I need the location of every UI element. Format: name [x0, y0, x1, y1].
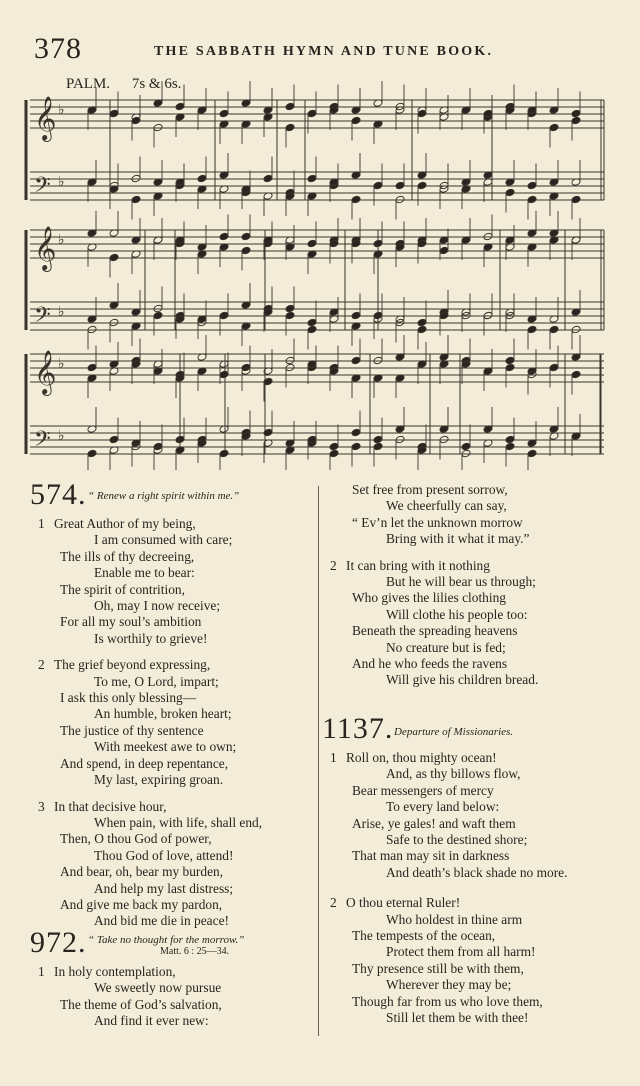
verse-line — [60, 631, 315, 647]
note-head — [329, 449, 339, 458]
hymn-title: Departure of Missionaries. — [394, 726, 514, 738]
verse-text: And bid me die in peace! — [94, 913, 229, 929]
note-head — [395, 195, 405, 204]
verse-line — [60, 739, 315, 755]
verse-text: Arise, ye gales! and waft them — [352, 815, 516, 831]
verse-line — [38, 798, 315, 815]
bass-clef-icon: 𝄢 — [34, 303, 51, 333]
note-head — [87, 449, 97, 458]
verse-line — [330, 557, 622, 574]
verse-line — [38, 657, 315, 673]
note-head — [241, 246, 251, 255]
verse-line — [60, 532, 315, 548]
verse-text: And death’s black shade no more. — [386, 864, 568, 880]
verse-line — [352, 928, 622, 944]
stanza-number: 2 — [38, 657, 45, 673]
verse-line — [60, 881, 315, 897]
verse-text: Enable me to bear: — [94, 565, 195, 581]
note-head — [395, 435, 405, 444]
note-head — [527, 181, 537, 190]
note-head — [395, 181, 405, 190]
note-head — [571, 325, 581, 334]
verse-line — [60, 831, 315, 847]
verse-line — [352, 977, 622, 993]
verse-line — [60, 913, 315, 929]
hymn-text — [30, 964, 315, 1030]
note-head — [571, 109, 581, 118]
verse-line — [60, 582, 315, 598]
flat-sign-icon: ♭ — [58, 102, 65, 118]
verse-text: Wherever they may be; — [386, 977, 512, 993]
note-head — [527, 449, 537, 458]
stanza — [38, 964, 315, 1030]
verse-text: And he who feeds the ravens — [352, 656, 508, 672]
verse-text: To every land below: — [386, 799, 500, 815]
verse-text: Roll on, thou mighty ocean! — [346, 750, 497, 765]
verse-line — [352, 640, 622, 656]
hymn-number: 972. — [30, 926, 87, 959]
note-head — [307, 109, 317, 118]
verse-line — [352, 574, 622, 590]
verse-line — [352, 816, 622, 832]
verse-text: But he will bear us through; — [386, 574, 536, 590]
stanza-number: 3 — [38, 798, 45, 814]
verse-text: The grief beyond expressing, — [54, 657, 211, 673]
verse-line — [352, 623, 622, 639]
verse-text: Safe to the destined shore; — [386, 832, 528, 848]
verse-line — [60, 997, 315, 1013]
note-head — [329, 442, 339, 451]
note-head — [351, 442, 361, 451]
verse-text: Protect them from all harm! — [386, 944, 536, 960]
verse-text: An humble, broken heart; — [94, 706, 232, 722]
note-head — [527, 195, 537, 204]
verse-line — [352, 766, 622, 782]
verse-line — [352, 799, 622, 815]
verse-line — [60, 706, 315, 722]
verse-line — [60, 815, 315, 831]
verse-line — [60, 897, 315, 913]
stanza-number: 1 — [38, 964, 45, 979]
stanza-number: 2 — [330, 895, 337, 911]
verse-text: And give me back my pardon, — [60, 896, 223, 912]
note-head — [373, 442, 383, 451]
note-head — [307, 325, 317, 334]
hymn-972-continued — [322, 482, 622, 699]
verse-line — [352, 912, 622, 928]
verse-text: For all my soul’s ambition — [60, 614, 202, 630]
verse-line — [352, 1010, 622, 1026]
verse-line — [352, 482, 622, 498]
stanza-number: 1 — [330, 750, 337, 765]
verse-line — [352, 961, 622, 977]
flat-sign-icon: ♭ — [58, 356, 65, 372]
note-head — [307, 174, 317, 183]
hymn-title: “ Take no thought for the morrow.” — [88, 934, 245, 946]
note-head — [461, 449, 471, 458]
note-head — [549, 123, 559, 132]
note-head — [373, 356, 383, 365]
verse-line — [352, 832, 622, 848]
verse-line — [60, 864, 315, 880]
treble-clef-icon: 𝄞 — [34, 96, 57, 140]
note-head — [439, 435, 449, 444]
verse-line — [352, 607, 622, 623]
note-head — [263, 174, 273, 183]
note-head — [527, 325, 537, 334]
verse-text: When pain, with life, shall end, — [94, 814, 263, 830]
verse-text: The theme of God’s salvation, — [60, 996, 222, 1012]
hymn-number: 574. — [30, 478, 87, 511]
note-head — [417, 318, 427, 327]
verse-text: O thou eternal Ruler! — [346, 895, 461, 911]
verse-line — [60, 565, 315, 581]
note-head — [351, 116, 361, 125]
note-head — [505, 188, 515, 197]
bass-clef-icon: 𝄢 — [34, 173, 51, 203]
note-head — [373, 435, 383, 444]
note-head — [109, 435, 119, 444]
stanza-number: 2 — [330, 557, 337, 573]
treble-clef-icon: 𝄞 — [34, 226, 57, 270]
flat-sign-icon: ♭ — [58, 232, 65, 248]
stanza — [38, 516, 315, 647]
verse-text: Beneath the spreading heavens — [352, 623, 518, 639]
hymn-972 — [30, 926, 315, 1040]
verse-text: Great Author of my being, — [54, 516, 196, 531]
verse-text: Oh, may I now receive; — [94, 598, 221, 614]
note-head — [307, 318, 317, 327]
treble-clef-icon: 𝄞 — [34, 350, 57, 394]
verse-text: To me, O Lord, impart; — [94, 673, 219, 689]
note-head — [219, 109, 229, 118]
verse-text: And help my last distress; — [94, 880, 234, 896]
note-head — [219, 232, 229, 241]
verse-line — [38, 516, 315, 532]
tune-name: PALM. — [66, 76, 111, 92]
note-head — [505, 442, 515, 451]
verse-text: No creature but is fed; — [386, 639, 506, 655]
verse-line — [60, 674, 315, 690]
page-number: 378 — [34, 32, 82, 65]
hymn-text — [322, 750, 622, 1027]
flat-sign-icon: ♭ — [58, 428, 65, 444]
verse-line — [60, 848, 315, 864]
verse-text: “ Ev’n let the unknown morrow — [352, 514, 523, 530]
verse-text: The tempests of the ocean, — [352, 928, 496, 944]
note-head — [241, 232, 251, 241]
verse-text: Though far from us who love them, — [352, 993, 543, 1009]
verse-line — [60, 598, 315, 614]
verse-line — [352, 944, 622, 960]
verse-text: Still let them be with thee! — [386, 1010, 529, 1026]
note-head — [197, 174, 207, 183]
note-head — [109, 253, 119, 262]
note-head — [285, 311, 295, 320]
verse-text: Will clothe his people too: — [386, 606, 528, 622]
note-head — [417, 109, 427, 118]
verse-line — [352, 848, 622, 864]
note-head — [219, 370, 229, 379]
verse-line — [60, 723, 315, 739]
verse-line — [38, 964, 315, 980]
verse-text: In that decisive hour, — [54, 798, 167, 814]
verse-text: We sweetly now pursue — [94, 980, 222, 996]
note-head — [505, 435, 515, 444]
verse-line — [60, 690, 315, 706]
note-head — [153, 304, 163, 313]
stanza — [38, 657, 315, 788]
verse-text: Thy presence still be with them, — [352, 960, 524, 976]
verse-line — [60, 756, 315, 772]
hymn-574 — [30, 478, 315, 940]
note-head — [417, 181, 427, 190]
note-head — [285, 304, 295, 313]
stanza — [330, 557, 622, 689]
verse-line — [60, 1013, 315, 1029]
note-head — [131, 195, 141, 204]
verse-text: The spirit of contrition, — [60, 581, 185, 597]
note-head — [417, 325, 427, 334]
verse-line — [352, 656, 622, 672]
verse-line — [352, 531, 622, 547]
verse-text: With meekest awe to own; — [94, 739, 237, 755]
verse-line — [60, 614, 315, 630]
verse-text: Who holdest in thine arm — [386, 911, 523, 927]
verse-line — [60, 772, 315, 788]
note-head — [131, 174, 141, 183]
verse-text: Then, O thou God of power, — [60, 831, 212, 847]
verse-text: Set free from present sorrow, — [352, 482, 508, 497]
running-title: THE SABBATH HYMN AND TUNE BOOK. — [154, 44, 494, 59]
note-head — [373, 239, 383, 248]
verse-line — [352, 498, 622, 514]
verse-text: The ills of thy decreeing, — [60, 548, 195, 564]
verse-text: Bear messengers of mercy — [352, 782, 494, 798]
hymn-title: “ Renew a right spirit within me.” — [88, 490, 240, 502]
note-head — [307, 239, 317, 248]
note-head — [285, 123, 295, 132]
verse-text: In holy contemplation, — [54, 964, 176, 979]
verse-line — [352, 590, 622, 606]
note-head — [285, 363, 295, 372]
hymn-text — [322, 482, 622, 689]
stanza — [352, 482, 622, 548]
column-divider — [318, 486, 319, 1036]
verse-text: I am consumed with care; — [94, 532, 233, 548]
verse-text: Is worthily to grieve! — [94, 630, 208, 646]
verse-text: Who gives the lilies clothing — [352, 590, 506, 606]
note-head — [109, 109, 119, 118]
stanza-number: 1 — [38, 516, 45, 531]
verse-text: Will give his children bread. — [386, 672, 539, 688]
note-head — [351, 428, 361, 437]
note-head — [109, 318, 119, 327]
note-head — [461, 442, 471, 451]
verse-text: Bring with it what it may.” — [386, 531, 530, 547]
verse-text: And find it ever new: — [94, 1013, 209, 1029]
verse-text: Thou God of love, attend! — [94, 847, 234, 863]
note-head — [153, 123, 163, 132]
verse-text: I ask this only blessing— — [60, 690, 197, 706]
note-head — [571, 370, 581, 379]
hymn-number: 1137. — [322, 712, 394, 745]
note-head — [505, 363, 515, 372]
note-head — [505, 356, 515, 365]
note-head — [483, 311, 493, 320]
verse-line — [352, 783, 622, 799]
note-head — [131, 116, 141, 125]
note-head — [351, 195, 361, 204]
hymn-scripture-ref: Matt. 6 : 25—34. — [160, 946, 230, 957]
note-head — [153, 311, 163, 320]
note-head — [175, 102, 185, 111]
note-head — [285, 356, 295, 365]
tune-meter: 7s & 6s. — [131, 76, 182, 92]
verse-text: We cheerfully can say, — [386, 498, 507, 514]
stanza — [38, 798, 315, 930]
verse-line — [352, 994, 622, 1010]
note-head — [549, 325, 559, 334]
verse-line — [60, 549, 315, 565]
note-head — [571, 195, 581, 204]
verse-text: And bear, oh, bear my burden, — [60, 864, 224, 880]
verse-line — [352, 515, 622, 531]
stanza — [330, 895, 622, 1026]
note-head — [285, 102, 295, 111]
flat-sign-icon: ♭ — [58, 304, 65, 320]
note-head — [439, 246, 449, 255]
verse-line — [330, 895, 622, 911]
verse-text: My last, expiring groan. — [94, 772, 224, 788]
verse-line — [330, 750, 622, 766]
note-head — [571, 116, 581, 125]
note-head — [87, 325, 97, 334]
verse-line — [352, 865, 622, 881]
note-head — [549, 363, 559, 372]
note-head — [351, 311, 361, 320]
bass-clef-icon: 𝄢 — [34, 427, 51, 457]
stanza — [330, 750, 622, 881]
verse-text: The justice of thy sentence — [60, 722, 204, 738]
verse-text: That man may sit in darkness — [352, 848, 510, 864]
flat-sign-icon: ♭ — [58, 174, 65, 190]
music-score — [0, 0, 640, 470]
note-head — [351, 356, 361, 365]
note-head — [87, 363, 97, 372]
note-head — [175, 435, 185, 444]
verse-line — [60, 980, 315, 996]
note-head — [373, 181, 383, 190]
verse-text: It can bring with it nothing — [346, 557, 490, 573]
hymn-text — [30, 516, 315, 930]
hymn-1137 — [322, 712, 622, 1037]
note-head — [219, 449, 229, 458]
verse-text: And spend, in deep repentance, — [60, 755, 229, 771]
verse-line — [352, 672, 622, 688]
verse-text: And, as thy billows flow, — [386, 766, 521, 782]
note-head — [483, 232, 493, 241]
